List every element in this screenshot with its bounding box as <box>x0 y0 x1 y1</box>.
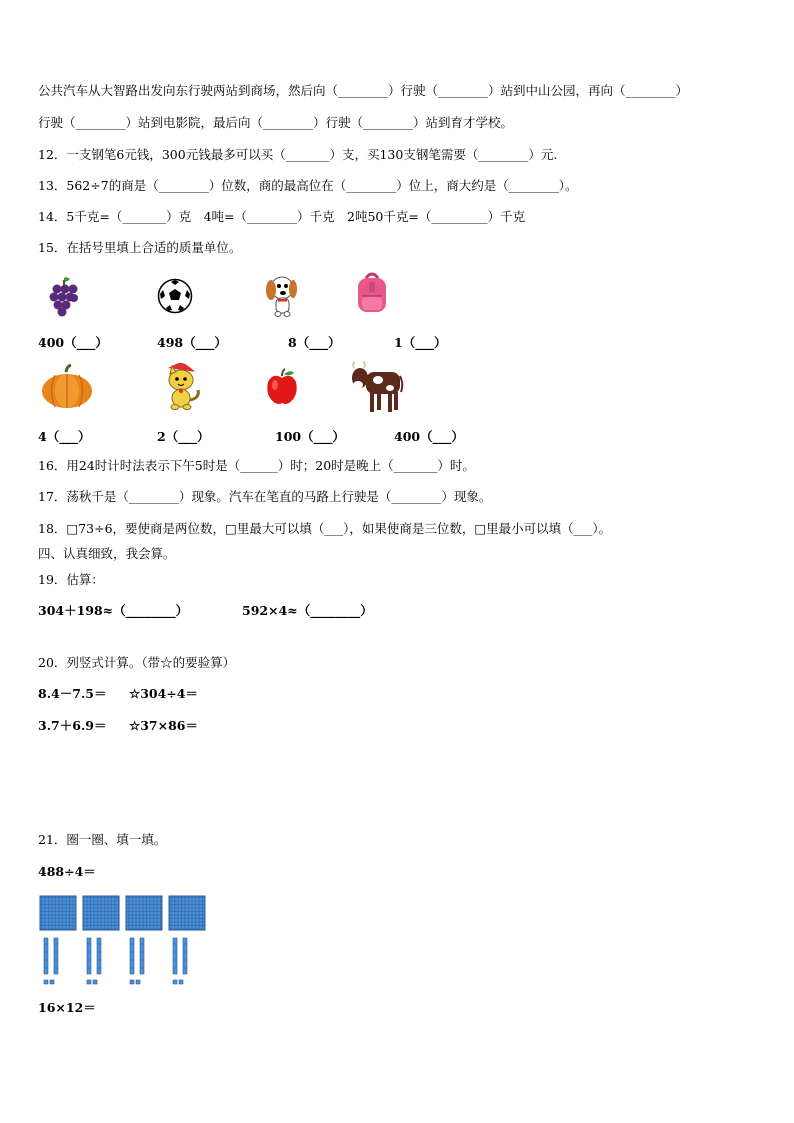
unit-pumpkin: 4（___） <box>38 429 91 444</box>
calc-c: 3.7＋6.9＝ <box>38 718 107 733</box>
apple-icon <box>265 368 299 406</box>
cow-icon <box>350 360 404 416</box>
question-15: 15．在括号里填上合适的质量单位。 <box>38 240 242 255</box>
question-16: 16．用24时计时法表示下午5时是（______）时；20时是晚上（_______）时。 <box>38 458 475 473</box>
calc-a: 8.4－7.5＝ <box>38 686 107 701</box>
unit-grape: 400（___） <box>38 335 108 350</box>
estimate-b: 592×4≈（________） <box>242 603 373 618</box>
calc-d: ☆37×86＝ <box>129 718 198 733</box>
question-18: 18．□73÷6，要使商是两位数，□里最大可以填（___），如果使商是三位数，□里最小可以填（___）。 <box>38 521 612 536</box>
unit-ball: 498（___） <box>157 335 227 350</box>
estimate-a: 304＋198≈（________） <box>38 603 189 618</box>
base-ten-blocks <box>38 894 218 990</box>
hundred-block-2 <box>83 896 119 930</box>
hundred-block-3 <box>126 896 162 930</box>
multiplication-prompt: 16×12＝ <box>38 1000 96 1015</box>
unit-schoolbag: 1（___） <box>394 335 447 350</box>
road-text-line-1: 公共汽车从大智路出发向东行驶两站到商场，然后向（________）行驶（________）站到中山公园，再向（________） <box>38 83 689 98</box>
question-12: 12．一支钢笔6元钱，300元钱最多可以买（_______）支，买130支钢笔需要（________）元. <box>38 147 558 162</box>
question-14: 14．5千克=（_______）克 4吨=（________）千克 2吨50千克=（_________）千克 <box>38 209 526 224</box>
unit-apple: 100（___） <box>275 429 345 444</box>
cat-icon <box>160 362 204 410</box>
road-text-line-2: 行驶（________）站到电影院，最后向（________）行驶（________）站到育才学校。 <box>38 115 514 130</box>
division-prompt: 488÷4＝ <box>38 864 96 879</box>
unit-cat: 2（___） <box>157 429 210 444</box>
question-13: 13．562÷7的商是（________）位数，商的最高位在（________）位上，商大约是（________）。 <box>38 178 578 193</box>
hundred-block-1 <box>40 896 76 930</box>
schoolbag-icon <box>352 270 392 316</box>
unit-cow: 400（___） <box>394 429 464 444</box>
grape-icon <box>48 276 80 318</box>
unit-puppy: 8（___） <box>288 335 341 350</box>
section-4-heading: 四、认真细致，我会算。 <box>38 546 176 561</box>
hundred-block-4 <box>169 896 205 930</box>
question-17: 17．荡秋千是（________）现象。汽车在笔直的马路上行驶是（________）现象。 <box>38 489 492 504</box>
question-20: 20．列竖式计算。（带☆的要验算） <box>38 655 236 670</box>
soccer-ball-icon <box>157 278 193 314</box>
calc-b: ☆304÷4＝ <box>129 686 198 701</box>
puppy-icon <box>260 272 300 318</box>
question-21: 21．圈一圈、填一填。 <box>38 832 167 847</box>
pumpkin-icon <box>40 364 94 410</box>
question-19: 19．估算： <box>38 572 104 587</box>
